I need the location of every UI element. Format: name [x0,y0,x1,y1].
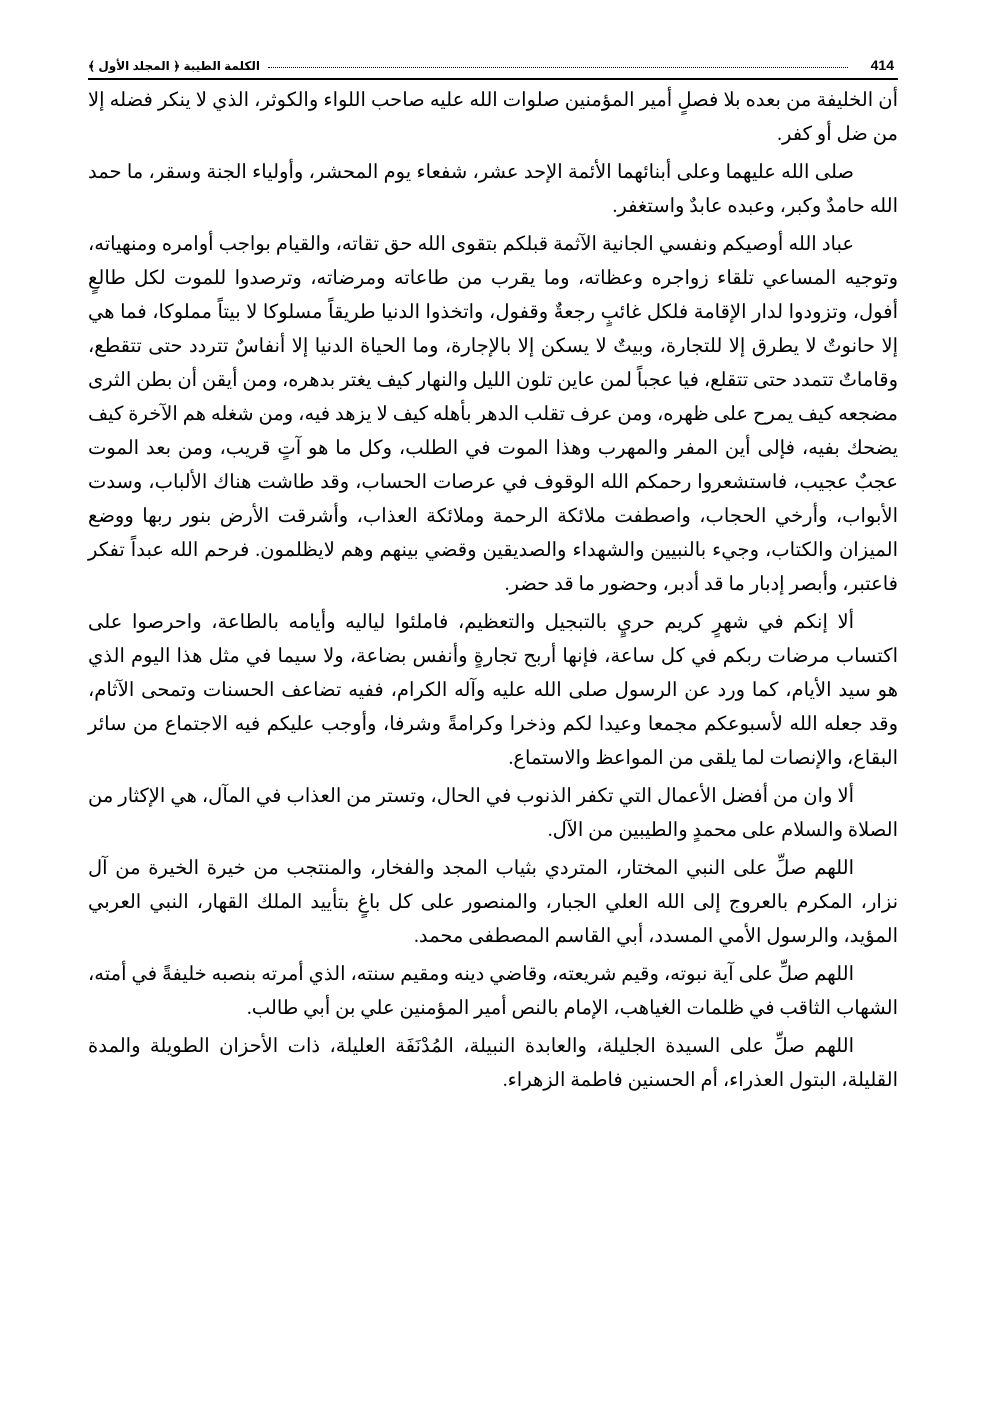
paragraph: ألا إنكم في شهرٍ كريم حريٍ بالتبجيل والتعظيم، فاملئوا لياليه وأيامه بالطاعة، واحرصوا على اكتساب مرضات ربكم في كل ساعة، فإنها أربح تجارةٍ وأنفس بضاعة، ولا سيما في مثل هذا اليوم الذي هو سيد الأيام، كما ورد عن الرسول صلى الله عليه وآله الكرام، ففيه تضاعف الحسنات وتمحى الآثام، وقد جعله الله لأسبوعكم مجمعا وعيدا لكم وذخرا وكرامةً وشرفا، وأوجب عليكم فيه الاجتماع من سائر البقاع، والإنصات لما يلقى من المواعظ والاستماع. [88,612,898,769]
page-header [88,52,898,82]
page-number: 414 [870,57,894,73]
paragraph: اللهم صلِّ على النبي المختار، المتردي بثياب المجد والفخار، والمنتجب من خيرة الخيرة من آل نزار، المكرم بالعروج إلى الله العلي الجبار، والمنصور على كل باغٍ بتأييد الملك القهار، النبي العربي المؤيد، والرسول الأمي المسدد، أبي القاسم المصطفى محمد. [88,858,898,947]
header-dotted-leader [268,67,848,68]
paragraph: ألا وان من أفضل الأعمال التي تكفر الذنوب في الحال، وتستر من العذاب في المآل، هي الإكثار من الصلاة والسلام على محمدٍ والطيبين من الآل. [88,786,898,841]
paragraph: أن الخليفة من بعده بلا فصلٍ أمير المؤمنين صلوات الله عليه صاحب اللواء والكوثر، الذي لا ينكر فضله إلا من ضل أو كفر. [88,90,898,145]
paragraph: اللهم صلِّ على السيدة الجليلة، والعابدة النبيلة، المُدْنَفَة العليلة، ذات الأحزان الطويلة والمدة القليلة، البتول العذراء، أم الحسنين فاطمة الزهراء. [88,1036,898,1091]
paragraph: صلى الله عليهما وعلى أبنائهما الأئمة الإحد عشر، شفعاء يوم المحشر، وأولياء الجنة وسقر، ما حمد الله حامدٌ وكبر، وعبده عابدٌ واستغفر. [88,162,898,217]
document-page [88,52,898,1102]
header-rule [88,78,898,80]
paragraph: عباد الله أوصيكم ونفسي الجانية الآثمة قبلكم بتقوى الله حق تقاته، والقيام بواجب أوامره ومنهياته، وتوجيه المساعي تلقاء زواجره وعظاته، وما يقرب من طاعاته ومرضاته، وترصدوا للموت لكل طالعٍ أفول، وتزودوا لدار الإقامة فلكل غائبٍ رجعةٌ وقفول، واتخذوا الدنيا طريقاً مسلوكا لا بيتاً مملوكا، فما هي إلا حانوتٌ لا يطرق إلا للتجارة، وبيتٌ لا يسكن إلا بالإجارة، وما الحياة الدنيا إلا أنفاسٌ تتردد حتى تتقطع، وقاماتٌ تتمدد حتى تتقلع، فيا عجباً لمن عاين تلون الليل والنهار كيف يغتر بدهره، ومن أيقن أن بطن الثرى مضجعه كيف يمرح على ظهره، ومن عرف تقلب الدهر بأهله كيف لا يزهد فيه، ومن شغله هم الآخرة كيف يضحك بفيه، فإلى أين المفر والمهرب وهذا الموت في الطلب، وكل ما هو آتٍ قريب، ومن بعد الموت عجبٌ عجيب، فاستشعروا رحمكم الله الوقوف في عرصات الحساب، وقد طاشت هناك الألباب، وسدت الأبواب، وأرخي الحجاب، واصطفت ملائكة الرحمة وملائكة العذاب، وأشرقت الأرض بنور ربها ووضع الميزان والكتاب، وجيء بالنبيين والشهداء والصديقين وقضي بينهم وهم لايظلمون. فرحم الله عبداً تفكر فاعتبر، وأبصر إدبار ما قد أدبر، وحضور ما قد حضر. [88,234,898,595]
body-text [88,84,898,1098]
paragraph: اللهم صلِّ على آية نبوته، وقيم شريعته، وقاضي دينه ومقيم سنته، الذي أمرته بنصبه خليفةً في أمته، الشهاب الثاقب في ظلمات الغياهب، الإمام بالنص أمير المؤمنين علي بن أبي طالب. [88,964,898,1019]
book-title: الكلمة الطيبة ﴿ المجلد الأول ﴾ [88,59,260,73]
